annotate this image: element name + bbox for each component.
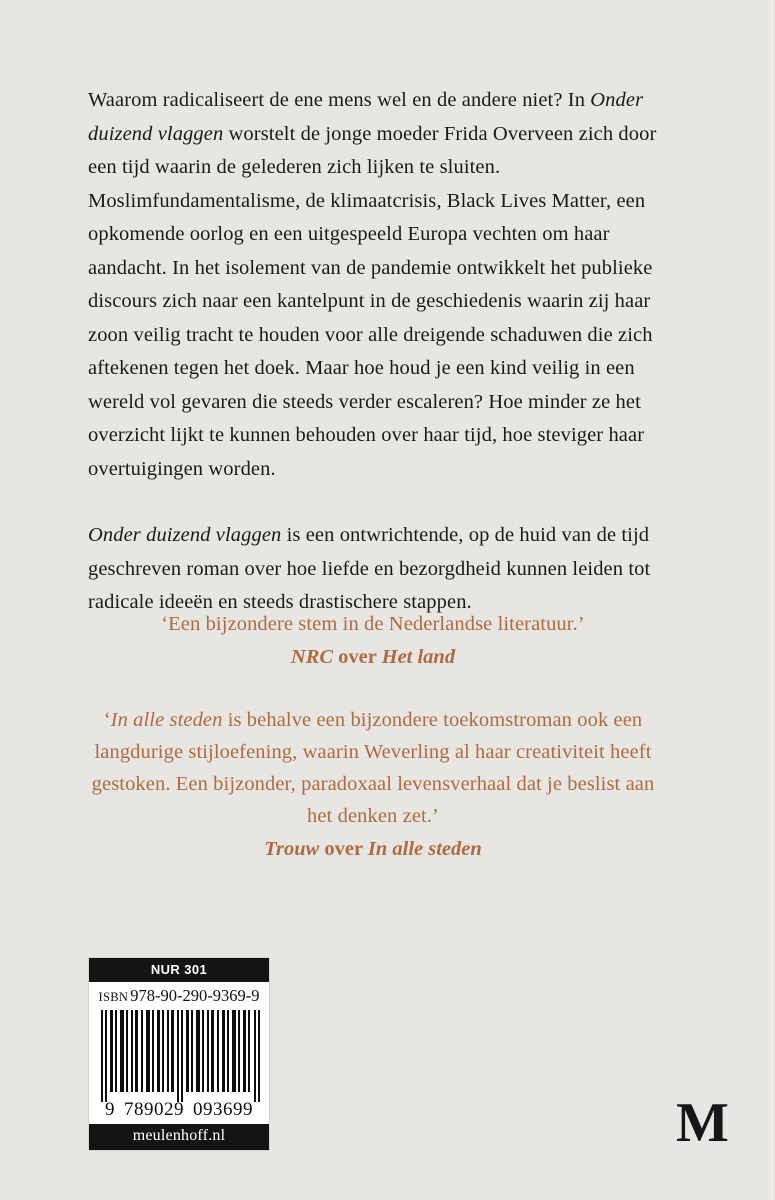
blurb-paragraph-2 <box>88 519 658 620</box>
press-quote-1-source-name: NRC <box>290 646 334 668</box>
press-quote-2-source-work: In alle steden <box>367 838 482 860</box>
blurb-p1-book-title: Onder duizend vlaggen <box>88 89 644 145</box>
publisher-website: meulenhoff.nl <box>89 1124 269 1150</box>
blurb-p1-rest: worstelt de jonge moeder Frida Overveen zich door een tijd waarin de gelederen zich lijken te sluiten. Moslimfundamentalisme, de klimaatcrisis, Black Lives Matter, een opkomende oorlog en een uitgespeeld Europa vechten om haar aandacht. In het isolement van de pandemie ontwikkelt het publieke discours zich naar een kantelpunt in de geschiedenis waarin zij haar zoon veilig tracht te houden voor alle dreigende schaduwen die zich aftekenen tegen het doek. Maar hoe houd je een kind veilig in een wereld vol gevaren die steeds verder escaleren? Hoe minder ze het overzicht lijkt te kunnen behouden over haar tijd, hoe steviger haar overtuigingen worden. <box>88 122 657 480</box>
press-quote-2-text <box>88 704 658 832</box>
nur-code-label: NUR 301 <box>89 958 269 982</box>
press-quote-2-source <box>88 834 658 864</box>
press-quote-2-quoted-title: In alle steden <box>110 709 223 731</box>
press-quote-1-text: ‘Een bijzondere stem in de Nederlandse literatuur.’ <box>161 613 585 635</box>
press-quote-2-open-quote: ‘ <box>103 709 111 731</box>
barcode-digit-group-2: 789029 <box>124 1099 184 1120</box>
page-fore-edge-highlight <box>768 0 770 1200</box>
isbn-number: 978-90-290-9369-9 <box>130 986 260 1005</box>
press-quote-2-rest: is behalve een bijzondere toekomstroman ook een langdurige stijloefening, waarin Weverling al haar creativiteit heeft gestoken. Een bijzonder, paradoxaal levensverhaal dat je beslist aan het denken zet.’ <box>91 709 655 827</box>
isbn-line <box>89 982 269 1008</box>
blurb-p2-book-title: Onder duizend vlaggen <box>88 524 282 546</box>
barcode-digit-group-1: 9 <box>105 1099 115 1120</box>
press-quote-1-source <box>88 642 658 672</box>
press-quote-1 <box>88 608 658 672</box>
blurb-paragraph-1 <box>88 84 658 486</box>
press-quotes <box>88 608 658 864</box>
barcode-digits <box>89 1100 269 1124</box>
blurb-p1-lead: Waarom radicaliseert de ene mens wel en de andere niet? In <box>88 89 591 111</box>
press-quote-2-source-over: over <box>319 838 368 860</box>
barcode-bars <box>97 1010 261 1102</box>
press-quote-2-source-name: Trouw <box>264 838 320 860</box>
press-quote-1-source-work: Het land <box>381 646 456 668</box>
blurb-text <box>88 84 658 620</box>
barcode-digit-group-3: 093699 <box>193 1099 253 1120</box>
press-quote-1-source-over: over <box>333 646 382 668</box>
publisher-logo-m: M <box>676 1092 729 1154</box>
page-fore-edge <box>770 0 775 1200</box>
blurb-p2-rest: is een ontwrichtende, op de huid van de tijd geschreven roman over hoe liefde en bezorgdheid kunnen leiden tot radicale ideeën en steeds drastischere stappen. <box>88 524 651 613</box>
press-quote-2 <box>88 704 658 864</box>
isbn-barcode-block <box>88 957 270 1151</box>
isbn-word-label: ISBN <box>98 990 129 1004</box>
